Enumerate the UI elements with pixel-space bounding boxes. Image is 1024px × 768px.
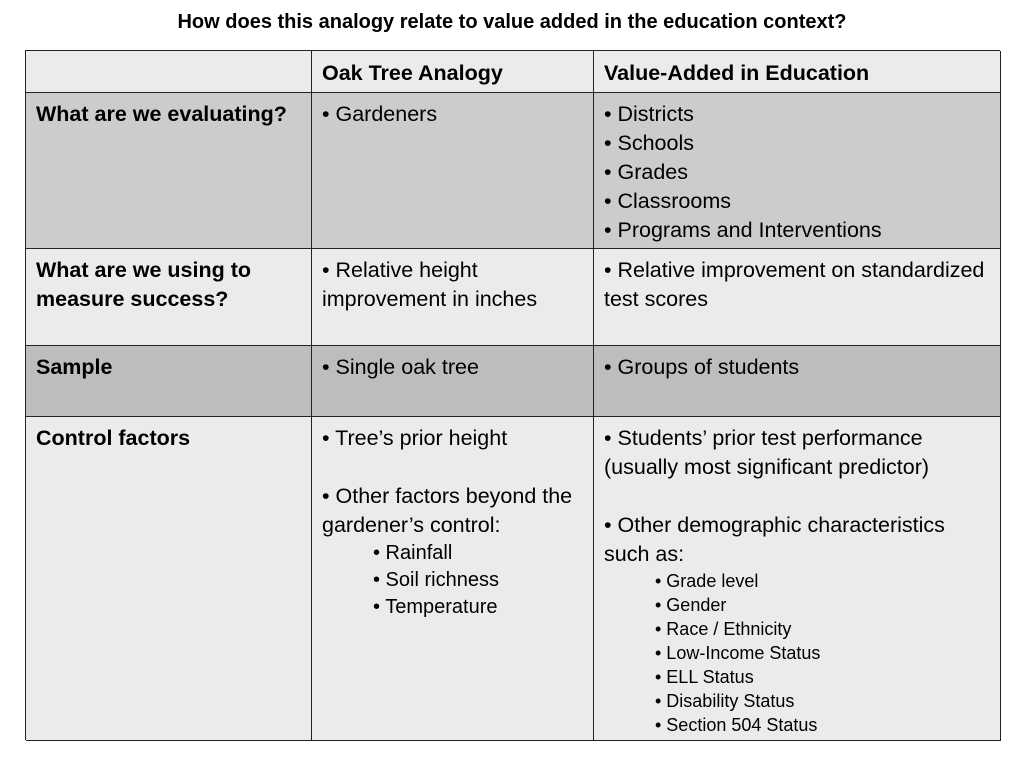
list-item: • ELL Status: [655, 667, 754, 687]
row-label-evaluating: What are we evaluating?: [26, 93, 312, 249]
list-item: • Rainfall: [373, 542, 453, 564]
list-item: • Schools: [604, 131, 694, 155]
header-oak-tree-analogy: Oak Tree Analogy: [312, 51, 594, 93]
list-item: • Groups of students: [604, 355, 800, 379]
cell-edu-measure: [594, 249, 1001, 346]
list-item: • Tree’s prior height: [322, 426, 508, 450]
cell-edu-control: [594, 417, 1001, 741]
list-item: • Grade level: [655, 571, 759, 591]
list-item: • Other demographic characteristics such as:: [604, 513, 945, 566]
list-item: • Single oak tree: [322, 355, 479, 379]
cell-oak-control: [312, 417, 594, 741]
list-item: • Temperature: [373, 596, 498, 618]
list-item: • Students’ prior test performance (usually most significant predictor): [604, 426, 930, 479]
cell-oak-evaluating: [312, 93, 594, 249]
list-item: • Soil richness: [373, 569, 499, 591]
list-item: • Section 504 Status: [655, 715, 818, 735]
comparison-table: [25, 50, 1000, 740]
list-item: • Relative improvement on standardized test scores: [604, 258, 985, 311]
page-title: How does this analogy relate to value added in the education context?: [177, 11, 847, 33]
list-item: • Other factors beyond the gardener’s control:: [322, 484, 573, 537]
list-item: • Gender: [655, 595, 727, 615]
list-item: • Gardeners: [322, 102, 438, 126]
list-item: • Low-Income Status: [655, 643, 821, 663]
cell-oak-sample: [312, 346, 594, 417]
list-item: • Programs and Interventions: [604, 218, 882, 242]
list-item: • Relative height improvement in inches: [322, 258, 538, 311]
cell-edu-sample: [594, 346, 1001, 417]
row-label-sample: Sample: [26, 346, 312, 417]
list-item: • Districts: [604, 102, 694, 126]
list-item: • Race / Ethnicity: [655, 619, 792, 639]
row-label-control-factors: Control factors: [26, 417, 312, 741]
cell-oak-measure: [312, 249, 594, 346]
list-item: • Disability Status: [655, 691, 795, 711]
list-item: • Classrooms: [604, 189, 731, 213]
header-empty-cell: [26, 51, 312, 93]
row-label-measure-success: What are we using to measure success?: [26, 249, 312, 346]
header-value-added-education: Value-Added in Education: [594, 51, 1001, 93]
list-item: • Grades: [604, 160, 689, 184]
cell-edu-evaluating: [594, 93, 1001, 249]
